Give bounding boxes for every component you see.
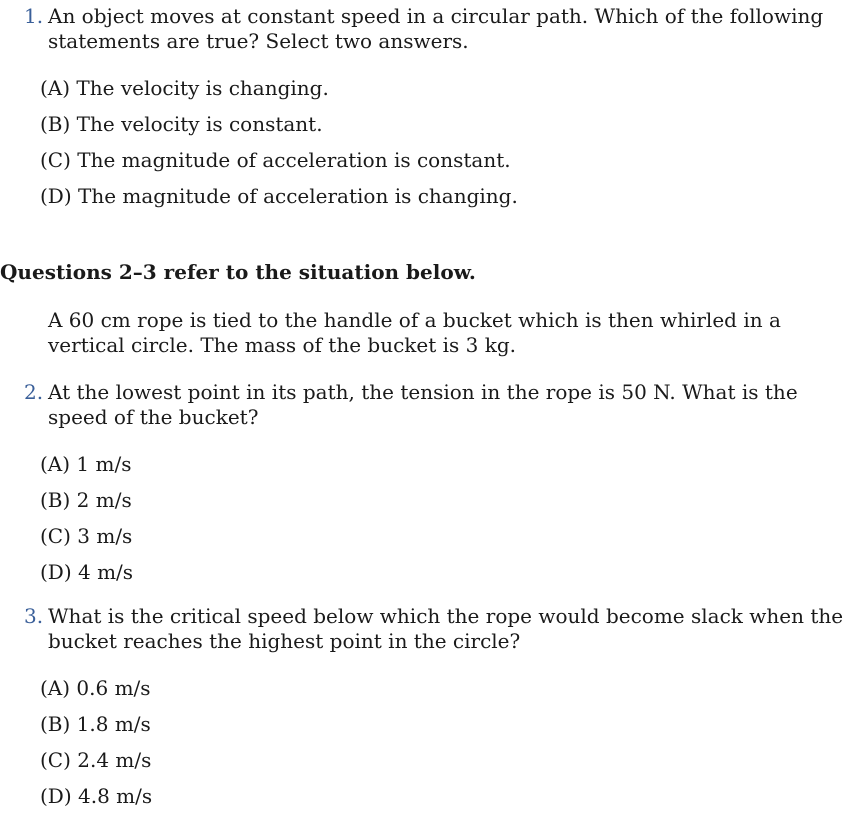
answer-choices-3 — [40, 670, 152, 814]
question-1 — [24, 4, 853, 54]
question-prompt — [24, 380, 853, 430]
choice-b[interactable]: (B) 1.8 m/s — [40, 712, 151, 736]
question-text: At the lowest point in its path, the tension in the rope is 50 N. What is the speed of the bucket? — [48, 380, 798, 429]
question-prompt — [24, 4, 853, 54]
choice-b[interactable]: (B) 2 m/s — [40, 488, 132, 512]
choice-a[interactable]: (A) 1 m/s — [40, 452, 132, 476]
question-text: What is the critical speed below which the rope would become slack when the bucket reaches the highest point in the circle? — [48, 604, 844, 653]
choice-c[interactable]: (C) The magnitude of acceleration is constant. — [40, 148, 511, 172]
question-text: An object moves at constant speed in a circular path. Which of the following statements are true? Select two answers. — [48, 4, 824, 53]
choice-a[interactable]: (A) 0.6 m/s — [40, 676, 151, 700]
choice-d[interactable]: (D) The magnitude of acceleration is changing. — [40, 184, 518, 208]
question-number: 2. — [24, 380, 44, 404]
choice-b[interactable]: (B) The velocity is constant. — [40, 112, 323, 136]
question-prompt — [24, 604, 853, 654]
group-heading: Questions 2–3 refer to the situation below. — [0, 260, 476, 284]
question-number: 1. — [24, 4, 44, 28]
choice-c[interactable]: (C) 2.4 m/s — [40, 748, 152, 772]
stimulus-text: A 60 cm rope is tied to the handle of a bucket which is then whirled in a vertical circle. The mass of the bucket is 3 kg. — [48, 308, 781, 357]
choice-d[interactable]: (D) 4.8 m/s — [40, 784, 153, 808]
answer-choices-1 — [40, 70, 518, 214]
question-3 — [24, 604, 853, 654]
choice-a[interactable]: (A) The velocity is changing. — [40, 76, 329, 100]
choice-d[interactable]: (D) 4 m/s — [40, 560, 134, 584]
answer-choices-2 — [40, 446, 133, 590]
choice-c[interactable]: (C) 3 m/s — [40, 524, 133, 548]
question-2 — [24, 380, 853, 430]
question-number: 3. — [24, 604, 44, 628]
